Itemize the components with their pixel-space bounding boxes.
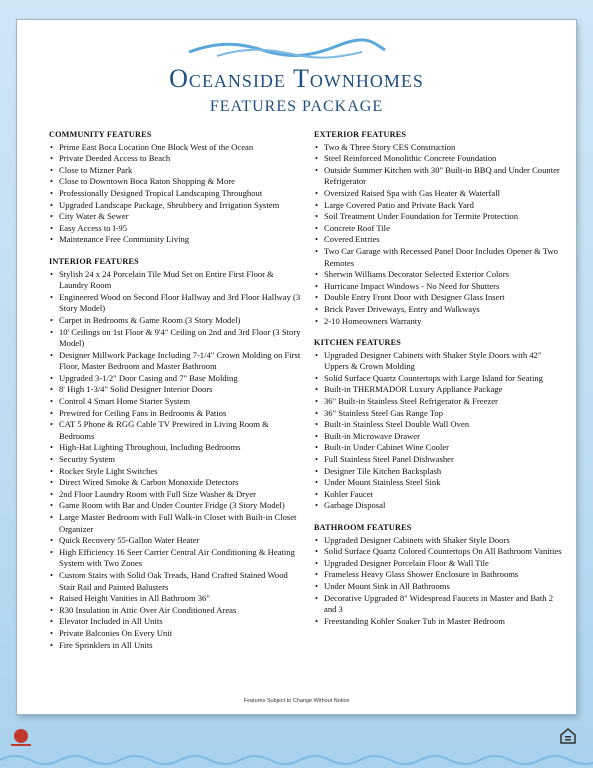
feature-item: • Under Mount Stainless Steel Sink <box>314 477 562 489</box>
feature-item: • 10' Ceilings on 1st Floor & 9'4" Ceiling on 2nd and 3rd Floor (3 Story Model) <box>49 327 304 350</box>
feature-item: • Designer Millwork Package Including 7-1/4" Crown Molding on First Floor, Master Bedroom and Master Bathroom <box>49 350 304 373</box>
feature-item: • Rocker Style Light Switches <box>49 466 304 478</box>
feature-item: • Prewired for Ceiling Fans in Bedrooms & Patios <box>49 408 304 420</box>
feature-item: • 36" Built-in Stainless Steel Refrigerator & Freezer <box>314 396 562 408</box>
equal-housing-icon <box>559 727 577 745</box>
feature-item: • CAT 5 Phone & RGG Cable TV Prewired in Living Room & Bedrooms <box>49 419 304 442</box>
feature-item: • Covered Entries <box>314 234 562 246</box>
section-heading: COMMUNITY FEATURES <box>49 130 152 139</box>
interior-section <box>49 256 304 651</box>
feature-item: • Double Entry Front Door with Designer Glass Insert <box>314 292 562 304</box>
section-heading: EXTERIOR FEATURES <box>314 130 407 139</box>
right-column <box>314 129 562 637</box>
feature-item: • City Water & Sewer <box>49 211 304 223</box>
feature-item: • High Efficiency 16 Seer Carrier Central Air Conditioning & Heating System with Two Zones <box>49 547 304 570</box>
feature-item: • Large Covered Patio and Private Back Yard <box>314 200 562 212</box>
feature-item: • Direct Wired Smoke & Carbon Monoxide Detectors <box>49 477 304 489</box>
left-column <box>49 129 304 661</box>
feature-item: • Control 4 Smart Home Starter System <box>49 396 304 408</box>
feature-item: • Two Car Garage with Recessed Panel Door Includes Opener & Two Remotes <box>314 246 562 269</box>
feature-item: • 2nd Floor Laundry Room with Full Size Washer & Dryer <box>49 489 304 501</box>
page-title: Oceanside Townhomes <box>169 64 424 93</box>
feature-item: • 8' High 1-3/4" Solid Designer Interior Doors <box>49 384 304 396</box>
exterior-section <box>314 129 562 327</box>
page-subtitle: FEATURES PACKAGE <box>209 98 384 115</box>
disclaimer-note: Features Subject to Change Without Notice <box>243 698 350 704</box>
realtor-logo-icon <box>8 727 34 749</box>
feature-item: • Kohler Faucet <box>314 489 562 501</box>
features-sheet <box>17 20 576 714</box>
feature-item: • Frameless Heavy Glass Shower Enclosure in Bathrooms <box>314 569 562 581</box>
feature-list <box>49 142 304 246</box>
feature-item: • Stylish 24 x 24 Porcelain Tile Mud Set on Entire First Floor & Laundry Room <box>49 269 304 292</box>
bathroom-section <box>314 522 562 627</box>
feature-item: • Two & Three Story CES Construction <box>314 142 562 154</box>
feature-item: • Outside Summer Kitchen with 30" Built-in BBQ and Under Counter Refrigerator <box>314 165 562 188</box>
feature-item: • Upgraded Landscape Package, Shrubbery and Irrigation System <box>49 200 304 212</box>
feature-item: • Built-in Stainless Steel Double Wall Oven <box>314 419 562 431</box>
kitchen-section <box>314 337 562 512</box>
feature-list <box>314 142 562 328</box>
feature-item: • Concrete Roof Tile <box>314 223 562 235</box>
feature-item: • Oversized Raised Spa with Gas Heater & Waterfall <box>314 188 562 200</box>
feature-item: • Professionally Designed Tropical Landscaping Throughout <box>49 188 304 200</box>
feature-item: • Built-in Under Cabinet Wine Cooler <box>314 442 562 454</box>
feature-item: • Close to Downtown Boca Raton Shopping & More <box>49 176 304 188</box>
feature-item: • Game Room with Bar and Under Counter Fridge (3 Story Model) <box>49 500 304 512</box>
feature-item: • Garbage Disposal <box>314 500 562 512</box>
section-heading: BATHROOM FEATURES <box>314 523 412 532</box>
feature-item: • Private Deeded Access to Beach <box>49 153 304 165</box>
feature-item: • Engineered Wood on Second Floor Hallway and 3rd Floor Hallway (3 Story Model) <box>49 292 304 315</box>
feature-item: • Under Mount Sink in All Bathrooms <box>314 581 562 593</box>
feature-item: • Prime East Boca Location One Block West of the Ocean <box>49 142 304 154</box>
feature-item: • Solid Surface Quartz Countertops with Large Island for Seating <box>314 373 562 385</box>
feature-item: • 36" Stainless Steel Gas Range Top <box>314 408 562 420</box>
feature-item: • Security System <box>49 454 304 466</box>
feature-list <box>314 350 562 512</box>
feature-item: • Brick Paver Driveways, Entry and Walkways <box>314 304 562 316</box>
feature-item: • Upgraded Designer Cabinets with Shaker Style Doors <box>314 535 562 547</box>
feature-item: • Steel Reinforced Monolithic Concrete Foundation <box>314 153 562 165</box>
feature-item: • Raised Height Vanities in All Bathroom 36" <box>49 593 304 605</box>
feature-item: • Upgraded 3-1/2" Door Casing and 7" Base Molding <box>49 373 304 385</box>
feature-item: • Freestanding Kohler Soaker Tub in Master Bedroom <box>314 616 562 628</box>
feature-item: • Built-in Microwave Drawer <box>314 431 562 443</box>
feature-item: • Designer Tile Kitchen Backsplash <box>314 466 562 478</box>
feature-item: • Easy Access to I-95 <box>49 223 304 235</box>
feature-item: • Close to Mizner Park <box>49 165 304 177</box>
feature-item: • Built-in THERMADOR Luxury Appliance Package <box>314 384 562 396</box>
feature-item: • Solid Surface Quartz Colored Countertops On All Bathroom Vanities <box>314 546 562 558</box>
feature-item: • R30 Insulation in Attic Over Air Conditioned Areas <box>49 605 304 617</box>
feature-item: • Full Stainless Steel Panel Dishwasher <box>314 454 562 466</box>
feature-item: • Custom Stairs with Solid Oak Treads, Hand Crafted Stained Wood Stair Rail and Painted Balusters <box>49 570 304 593</box>
feature-item: • Private Balconies On Every Unit <box>49 628 304 640</box>
wave-icon <box>187 38 387 60</box>
feature-item: • Large Master Bedroom with Full Walk-in Closet with Built-in Closet Organizer <box>49 512 304 535</box>
feature-item: • Quick Recovery 55-Gallon Water Heater <box>49 535 304 547</box>
feature-item: • Soil Treatment Under Foundation for Termite Protection <box>314 211 562 223</box>
feature-item: • Upgraded Designer Cabinets with Shaker Style Doors with 42" Uppers & Crown Molding <box>314 350 562 373</box>
bottom-wave-decoration <box>0 752 593 768</box>
feature-item: • Hurricane Impact Windows - No Need for Shutters <box>314 281 562 293</box>
feature-list <box>49 269 304 652</box>
feature-item: • Decorative Upgraded 8" Widespread Faucets in Master and Bath 2 and 3 <box>314 593 562 616</box>
feature-item: • 2-10 Homeowners Warranty <box>314 316 562 328</box>
feature-item: • Sherwin Williams Decorator Selected Exterior Colors <box>314 269 562 281</box>
feature-item: • Carpet in Bedrooms & Game Room (3 Story Model) <box>49 315 304 327</box>
section-heading: INTERIOR FEATURES <box>49 256 139 266</box>
feature-list <box>314 535 562 628</box>
feature-item: • High-Hat Lighting Throughout, Including Bedrooms <box>49 442 304 454</box>
section-heading: KITCHEN FEATURES <box>314 338 401 348</box>
feature-item: • Elevator Included in All Units <box>49 616 304 628</box>
feature-item: • Upgraded Designer Porcelain Floor & Wall Tile <box>314 558 562 570</box>
feature-item: • Maintenance Free Community Living <box>49 234 304 246</box>
community-section <box>49 129 304 246</box>
feature-item: • Fire Sprinklers in All Units <box>49 640 304 652</box>
